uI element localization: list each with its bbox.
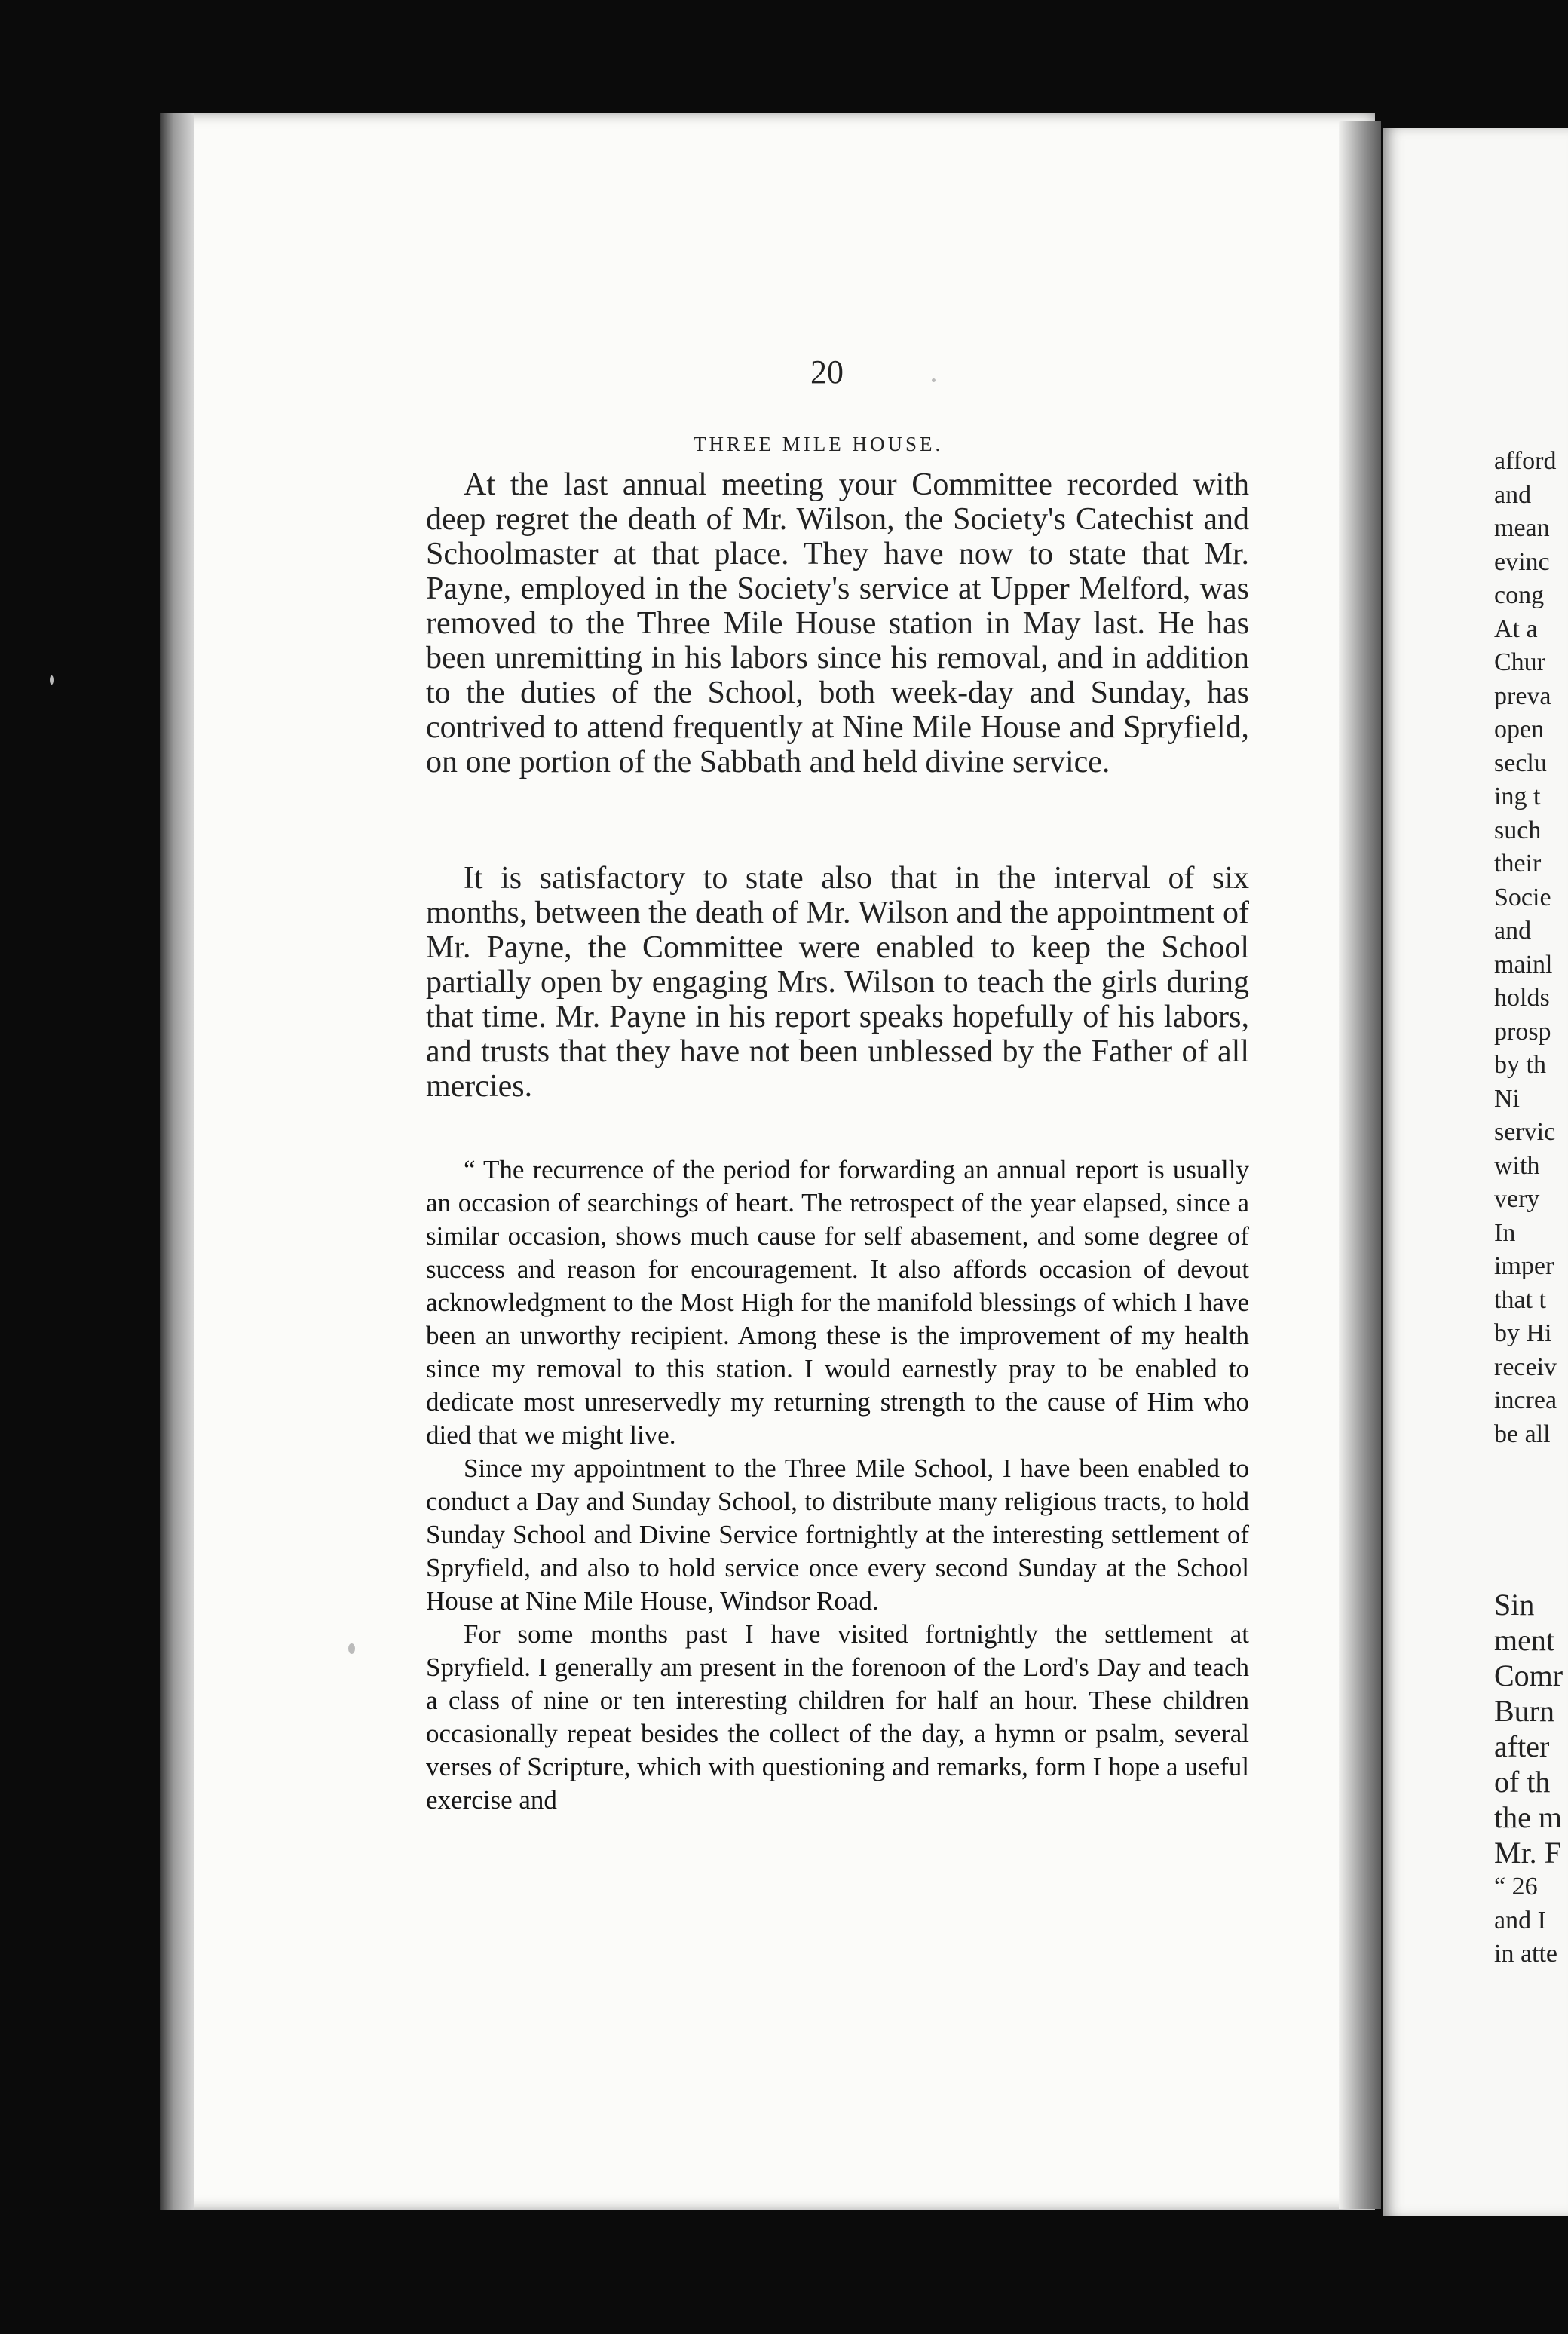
facing-line: very	[1494, 1185, 1540, 1213]
facing-line: imper	[1494, 1252, 1554, 1280]
book-gutter	[1339, 121, 1381, 2209]
facing-line: holds	[1494, 984, 1550, 1012]
facing-line: and	[1494, 917, 1532, 945]
dust-speck	[348, 1643, 355, 1654]
facing-line: the m	[1494, 1800, 1562, 1834]
facing-line: by th	[1494, 1051, 1546, 1079]
facing-line: open	[1494, 715, 1545, 743]
report-quotation	[426, 1153, 1249, 1817]
facing-line: ment	[1494, 1623, 1554, 1657]
facing-line: mainl	[1494, 950, 1553, 979]
body-paragraph-2	[426, 861, 1249, 1104]
facing-page-column	[1494, 445, 1568, 1971]
facing-line: At a	[1494, 614, 1538, 643]
paragraph-text: It is satisfactory to state also that in the interval of six months, between the death of Mr. Wilson and the appointment of Mr. Payne, the Committee were enabled to keep the School partially open by engaging Mrs. Wilson to teach the girls during that time. Mr. Payne in his report speaks hopefully of his labors, and trusts that they have not been unblessed by the Father of all mercies.	[426, 861, 1249, 1104]
facing-line: that t	[1494, 1285, 1546, 1314]
facing-line: such	[1494, 816, 1542, 844]
dust-speck	[932, 378, 936, 382]
facing-line: seclu	[1494, 749, 1547, 777]
facing-line: after	[1494, 1729, 1550, 1763]
facing-line: servic	[1494, 1118, 1556, 1146]
facing-line: prosp	[1494, 1017, 1551, 1046]
facing-line: increa	[1494, 1386, 1557, 1414]
facing-line: “ 26	[1494, 1873, 1538, 1901]
facing-line: Socie	[1494, 883, 1551, 911]
facing-line: and I	[1494, 1906, 1546, 1934]
facing-line: Mr. F	[1494, 1836, 1561, 1870]
body-paragraph-1	[426, 467, 1249, 780]
page-number: 20	[810, 354, 844, 391]
facing-line: by Hi	[1494, 1319, 1552, 1347]
facing-line: preva	[1494, 682, 1551, 710]
facing-line: in atte	[1494, 1940, 1558, 1968]
page-edge-shadow	[160, 113, 194, 2210]
facing-line: Sin	[1494, 1588, 1535, 1622]
paragraph-text: At the last annual meeting your Committee recorded with deep regret the death of Mr. Wilson, the Society's Catechist and Schoolmaster at that place. They have now to state that Mr. Payne, employed in the Society's service at Upper Melford, was removed to the Three Mile House station in May last. He has been unremitting in his labors since his removal, and in addition to the duties of the School, both week-day and Sunday, has contrived to attend frequently at Nine Mile House and Spryfield, on one portion of the Sabbath and held divine service.	[426, 467, 1249, 780]
facing-line: ing t	[1494, 783, 1541, 810]
facing-line: be all	[1494, 1420, 1551, 1448]
facing-line: mean	[1494, 514, 1550, 542]
quote-paragraph-1: “ The recurrence of the period for forwarding an annual report is usually an occasion of searchings of heart. The retrospect of the year elapsed, since a similar occasion, shows much cause for self abasement, and some degree of success and reason for encouragement. It also affords occasion of devout acknowledgment to the Most High for the manifold blessings of which I have been an unworthy recipient. Among these is the improvement of my health since my removal to this station. I would earnestly pray to be enabled to dedicate most unreservedly my returning strength to the cause of Him who died that we might live.	[426, 1155, 1249, 1450]
quote-paragraph-2: Since my appointment to the Three Mile School, I have been enabled to conduct a Day and Sunday School, to distribute many religious tracts, to hold Sunday School and Divine Service fortnightly at the interesting settlement of Spryfield, and also to hold service once every second Sunday at the School House at Nine Mile House, Windsor Road.	[426, 1453, 1249, 1616]
facing-line: their	[1494, 850, 1542, 878]
dust-speck	[50, 675, 54, 685]
quote-paragraph-3: For some months past I have visited fortnightly the settlement at Spryfield. I generally am present in the forenoon of the Lord's Day and teach a class of nine or ten interesting children for half an hour. These children occasionally repeat besides the collect of the day, a hymn or psalm, several verses of Scripture, which with questioning and remarks, form I hope a useful exercise and	[426, 1619, 1249, 1815]
facing-line: Burn	[1494, 1694, 1554, 1728]
facing-gap	[1494, 1451, 1568, 1587]
facing-line: with	[1494, 1151, 1540, 1180]
facing-line: afford	[1494, 447, 1557, 475]
section-heading: THREE MILE HOUSE.	[694, 433, 944, 455]
facing-line: cong	[1494, 581, 1545, 609]
facing-line: evinc	[1494, 547, 1550, 576]
facing-line: of th	[1494, 1765, 1551, 1799]
facing-line: Comr	[1494, 1659, 1563, 1692]
facing-line: Ni	[1494, 1084, 1520, 1113]
facing-line: and	[1494, 480, 1532, 509]
facing-line: Chur	[1494, 648, 1545, 676]
facing-line: In	[1494, 1218, 1516, 1247]
facing-line: receiv	[1494, 1352, 1557, 1381]
